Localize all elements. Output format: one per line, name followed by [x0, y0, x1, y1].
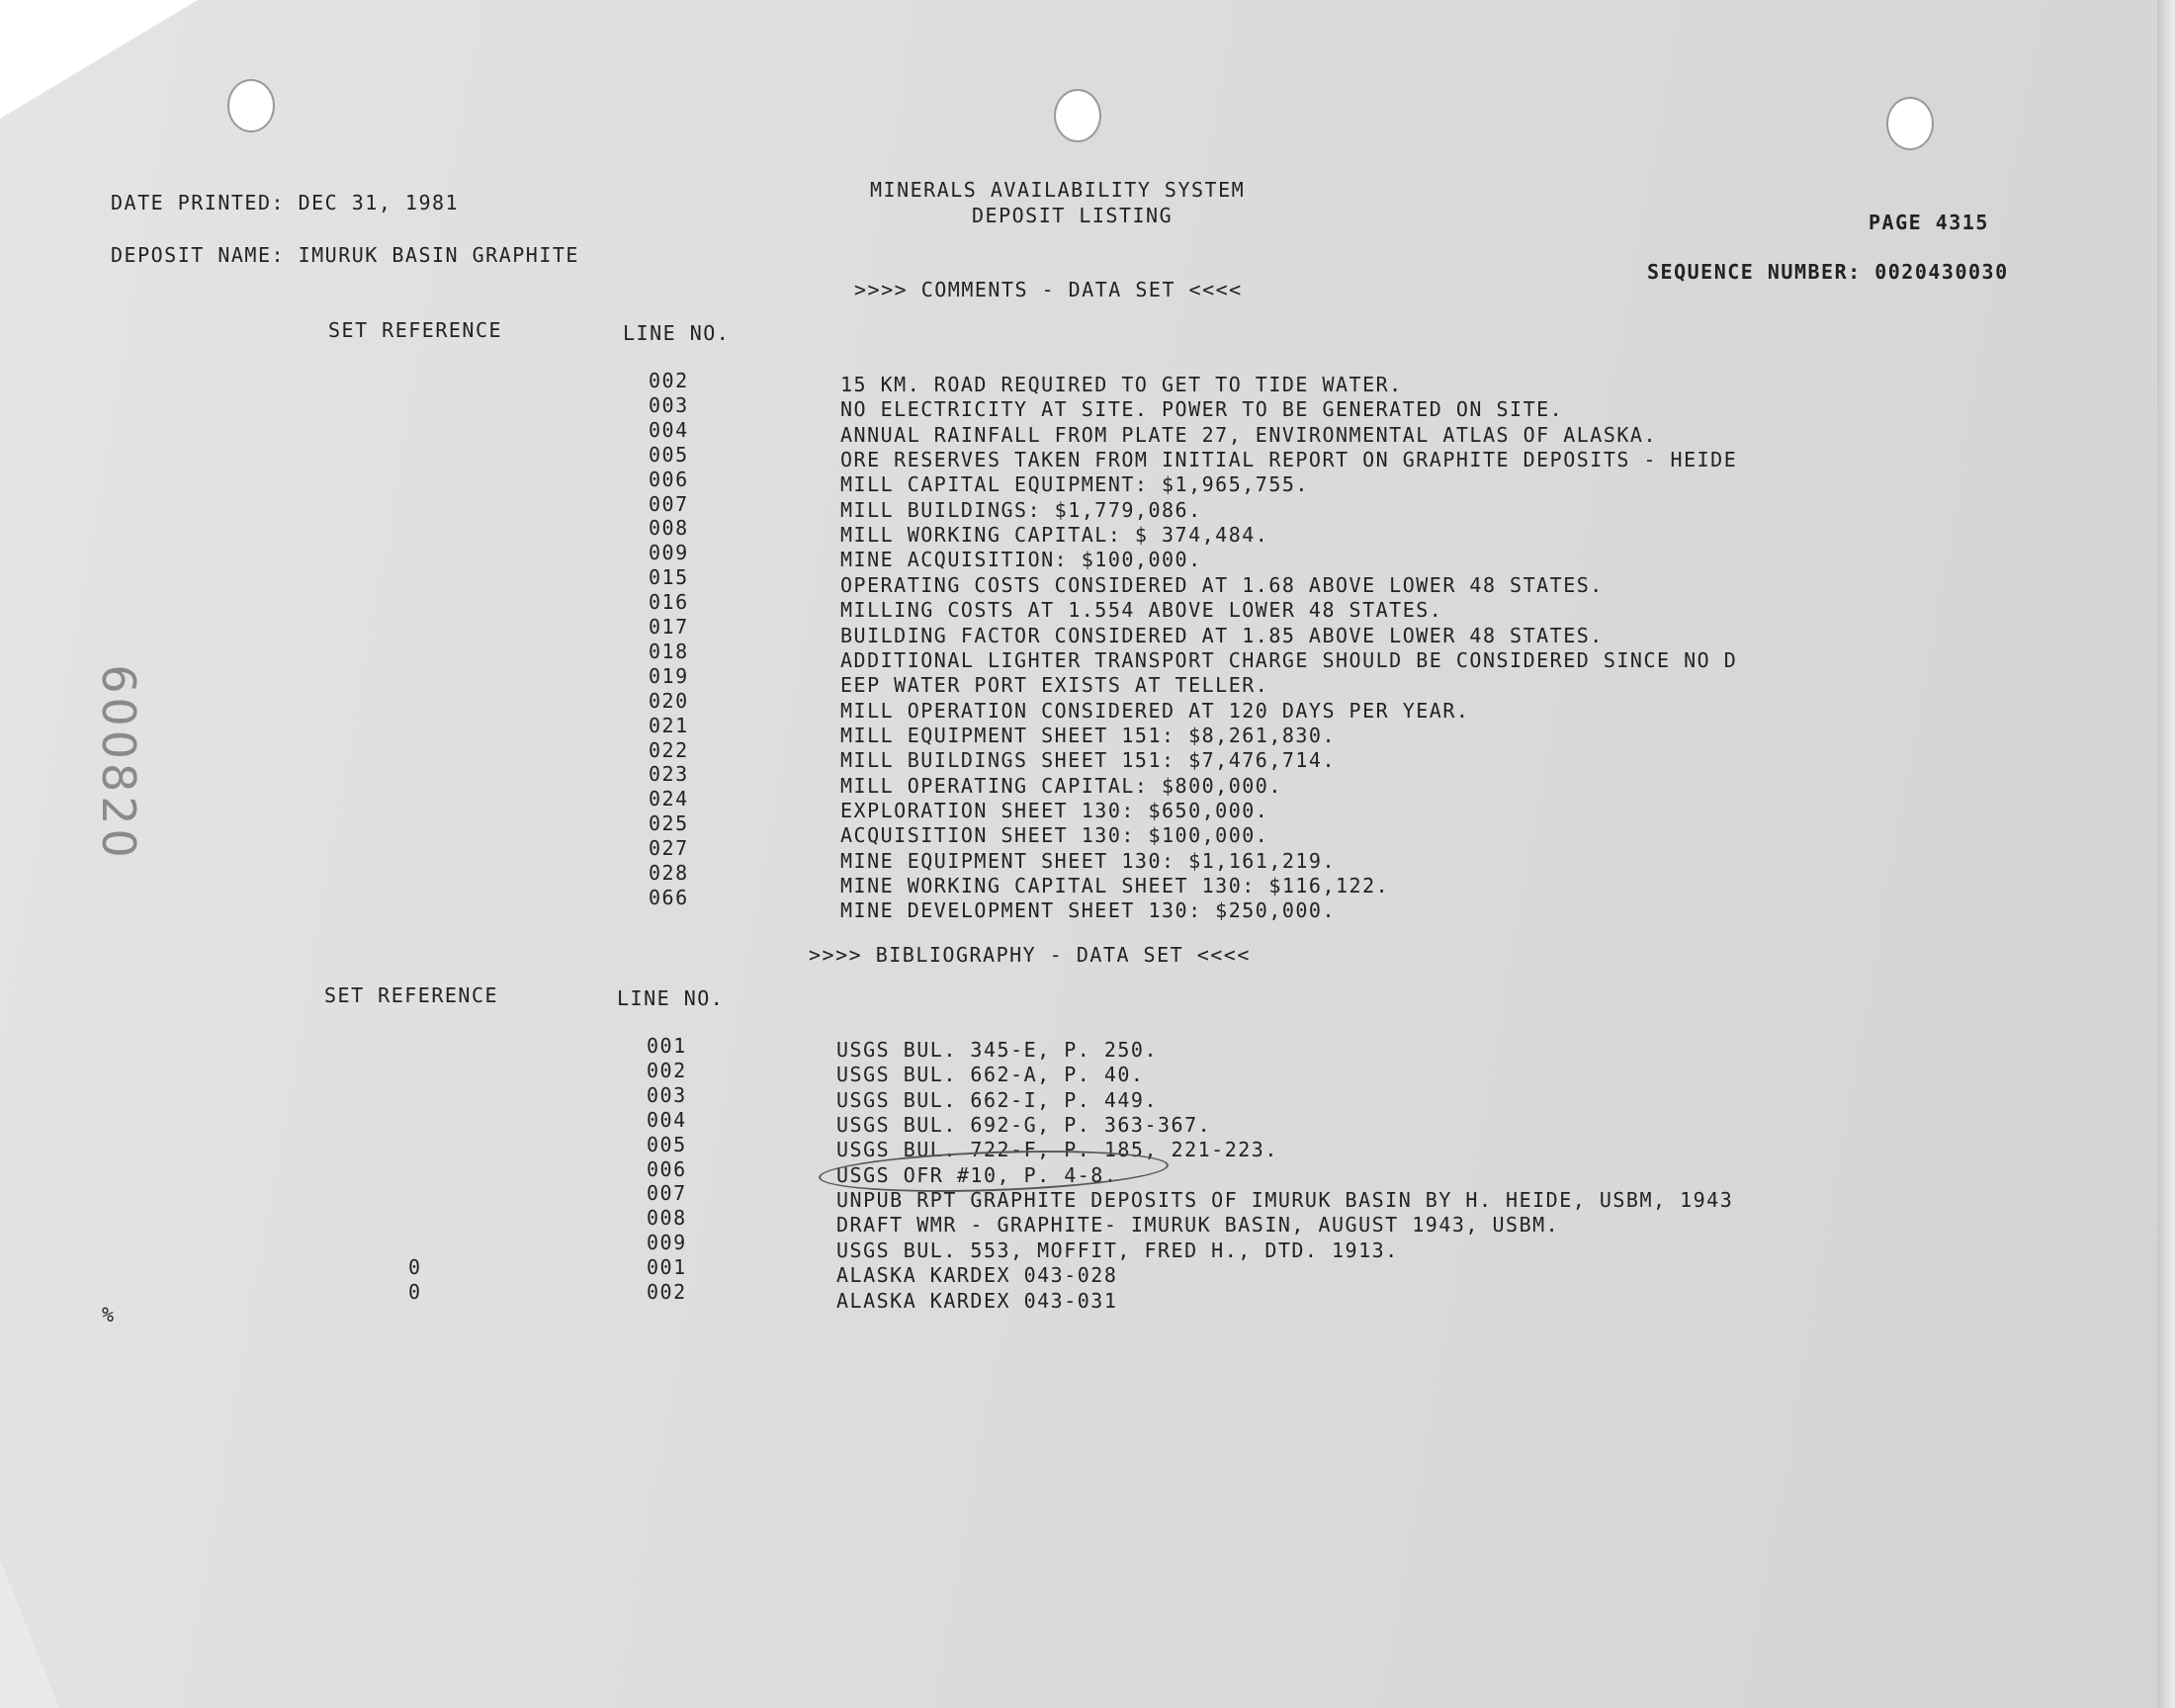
entry-text-cell: EXPLORATION SHEET 130: $650,000.: [840, 798, 1269, 822]
punch-hole: [1886, 97, 1934, 150]
page-corner-bottom: [0, 1560, 59, 1708]
line-number-cell: 008: [647, 1206, 687, 1231]
system-title: MINERALS AVAILABILITY SYSTEM: [870, 178, 1246, 202]
listing-title: DEPOSIT LISTING: [972, 204, 1174, 227]
entry-text-cell: DRAFT WMR - GRAPHITE- IMURUK BASIN, AUGUST 1943, USBM.: [836, 1213, 1560, 1238]
entry-text-cell: ACQUISITION SHEET 130: $100,000.: [840, 823, 1269, 848]
set-reference-cell: 0: [408, 1255, 422, 1280]
entry-text-cell: USGS BUL. 345-E, P. 250.: [836, 1038, 1158, 1062]
line-number-cell: 007: [649, 491, 689, 516]
entry-text-cell: EEP WATER PORT EXISTS AT TELLER.: [840, 673, 1269, 698]
entry-text-cell: USGS BUL. 662-I, P. 449.: [836, 1087, 1158, 1112]
entry-text-cell: USGS BUL. 692-G, P. 363-367.: [836, 1113, 1212, 1138]
line-number-cell: 009: [649, 541, 689, 565]
entry-text-cell: MINE EQUIPMENT SHEET 130: $1,161,219.: [840, 848, 1337, 873]
date-printed: DATE PRINTED: DEC 31, 1981: [111, 191, 460, 214]
line-number-cell: 004: [647, 1107, 687, 1132]
line-number-cell: 016: [649, 590, 689, 615]
page-edge: [2157, 0, 2175, 1708]
line-number-cell: 024: [649, 787, 689, 811]
entry-text-cell: MILL CAPITAL EQUIPMENT: $1,965,755.: [840, 472, 1309, 497]
line-number-cell: 028: [649, 861, 689, 885]
line-number-cell: 015: [649, 565, 689, 590]
page-number: PAGE 4315: [1869, 211, 1989, 234]
entry-text-cell: USGS OFR #10, P. 4-8.: [836, 1162, 1118, 1187]
punch-hole: [1054, 89, 1101, 142]
entry-text-cell: MINE WORKING CAPITAL SHEET 130: $116,122.: [840, 874, 1390, 897]
line-number-cell: 066: [649, 885, 689, 909]
entry-text-cell: USGS BUL. 722-F, P. 185, 221-223.: [836, 1138, 1278, 1162]
entry-text-cell: MILL BUILDINGS: $1,779,086.: [840, 497, 1202, 522]
comments-col-set-reference: SET REFERENCE: [328, 318, 503, 342]
archive-stamp: 600820: [91, 664, 145, 862]
entry-text-cell: 15 KM. ROAD REQUIRED TO GET TO TIDE WATER.: [840, 373, 1403, 396]
entry-text-cell: MILLING COSTS AT 1.554 ABOVE LOWER 48 STATES.: [840, 598, 1443, 623]
page-corner: [0, 0, 198, 119]
entry-text-cell: OPERATING COSTS CONSIDERED AT 1.68 ABOVE LOWER 48 STATES.: [840, 572, 1604, 597]
line-number-cell: 020: [649, 688, 689, 713]
entry-text-cell: ALASKA KARDEX 043-028: [836, 1263, 1118, 1288]
bibliography-col-line-no: LINE NO.: [617, 986, 725, 1010]
line-number-cell: 023: [649, 762, 689, 787]
deposit-name: DEPOSIT NAME: IMURUK BASIN GRAPHITE: [111, 243, 579, 267]
set-reference-cell: 0: [408, 1280, 422, 1304]
percent-mark: %: [102, 1303, 116, 1326]
entry-text-cell: MILL OPERATION CONSIDERED AT 120 DAYS PER YEAR.: [840, 698, 1470, 723]
entry-text-cell: MILL EQUIPMENT SHEET 151: $8,261,830.: [840, 723, 1337, 747]
entry-text-cell: MINE DEVELOPMENT SHEET 130: $250,000.: [840, 898, 1337, 923]
entry-text-cell: MILL WORKING CAPITAL: $ 374,484.: [840, 523, 1269, 548]
entry-text-cell: MILL BUILDINGS SHEET 151: $7,476,714.: [840, 748, 1337, 773]
line-number-cell: 002: [647, 1058, 687, 1082]
comments-section-title: >>>> COMMENTS - DATA SET <<<<: [854, 278, 1243, 301]
entry-text-cell: UNPUB RPT GRAPHITE DEPOSITS OF IMURUK BASIN BY H. HEIDE, USBM, 1943: [836, 1188, 1734, 1213]
line-number-cell: 002: [647, 1280, 687, 1304]
bibliography-col-set-reference: SET REFERENCE: [324, 983, 499, 1007]
line-number-cell: 002: [649, 369, 689, 392]
line-number-cell: 003: [649, 392, 689, 417]
entry-text-cell: NO ELECTRICITY AT SITE. POWER TO BE GENERATED ON SITE.: [840, 397, 1564, 422]
entry-text-cell: BUILDING FACTOR CONSIDERED AT 1.85 ABOVE LOWER 48 STATES.: [840, 623, 1604, 647]
entry-text-cell: ALASKA KARDEX 043-031: [836, 1288, 1118, 1313]
line-number-cell: 025: [649, 811, 689, 836]
line-number-cell: 003: [647, 1082, 687, 1107]
line-number-cell: 008: [649, 516, 689, 541]
line-number-cell: 005: [649, 442, 689, 467]
line-number-cell: 005: [647, 1132, 687, 1156]
entry-text-cell: MILL OPERATING CAPITAL: $800,000.: [840, 773, 1282, 798]
line-number-cell: 027: [649, 836, 689, 861]
comments-col-line-no: LINE NO.: [623, 321, 731, 345]
line-number-cell: 021: [649, 713, 689, 737]
entry-text-cell: USGS BUL. 662-A, P. 40.: [836, 1063, 1145, 1087]
line-number-cell: 017: [649, 615, 689, 639]
line-number-cell: 019: [649, 663, 689, 688]
line-number-cell: 007: [647, 1181, 687, 1206]
entry-text-cell: USGS BUL. 553, MOFFIT, FRED H., DTD. 1913.: [836, 1238, 1399, 1262]
line-number-cell: 009: [647, 1231, 687, 1255]
line-number-cell: 006: [647, 1156, 687, 1181]
line-number-cell: 006: [649, 467, 689, 491]
sequence-number: SEQUENCE NUMBER: 0020430030: [1647, 260, 2009, 284]
entry-text-cell: ORE RESERVES TAKEN FROM INITIAL REPORT ON GRAPHITE DEPOSITS - HEIDE: [840, 448, 1738, 472]
bibliography-section-title: >>>> BIBLIOGRAPHY - DATA SET <<<<: [809, 943, 1251, 967]
line-number-cell: 001: [647, 1034, 687, 1058]
line-number-cell: 004: [649, 417, 689, 442]
line-number-cell: 022: [649, 737, 689, 762]
entry-text-cell: MINE ACQUISITION: $100,000.: [840, 548, 1202, 572]
entry-text-cell: ADDITIONAL LIGHTER TRANSPORT CHARGE SHOULD BE CONSIDERED SINCE NO D: [840, 647, 1738, 672]
line-number-cell: 001: [647, 1255, 687, 1280]
punch-hole: [227, 79, 275, 132]
line-number-cell: 018: [649, 639, 689, 663]
entry-text-cell: ANNUAL RAINFALL FROM PLATE 27, ENVIRONMENTAL ATLAS OF ALASKA.: [840, 422, 1658, 447]
